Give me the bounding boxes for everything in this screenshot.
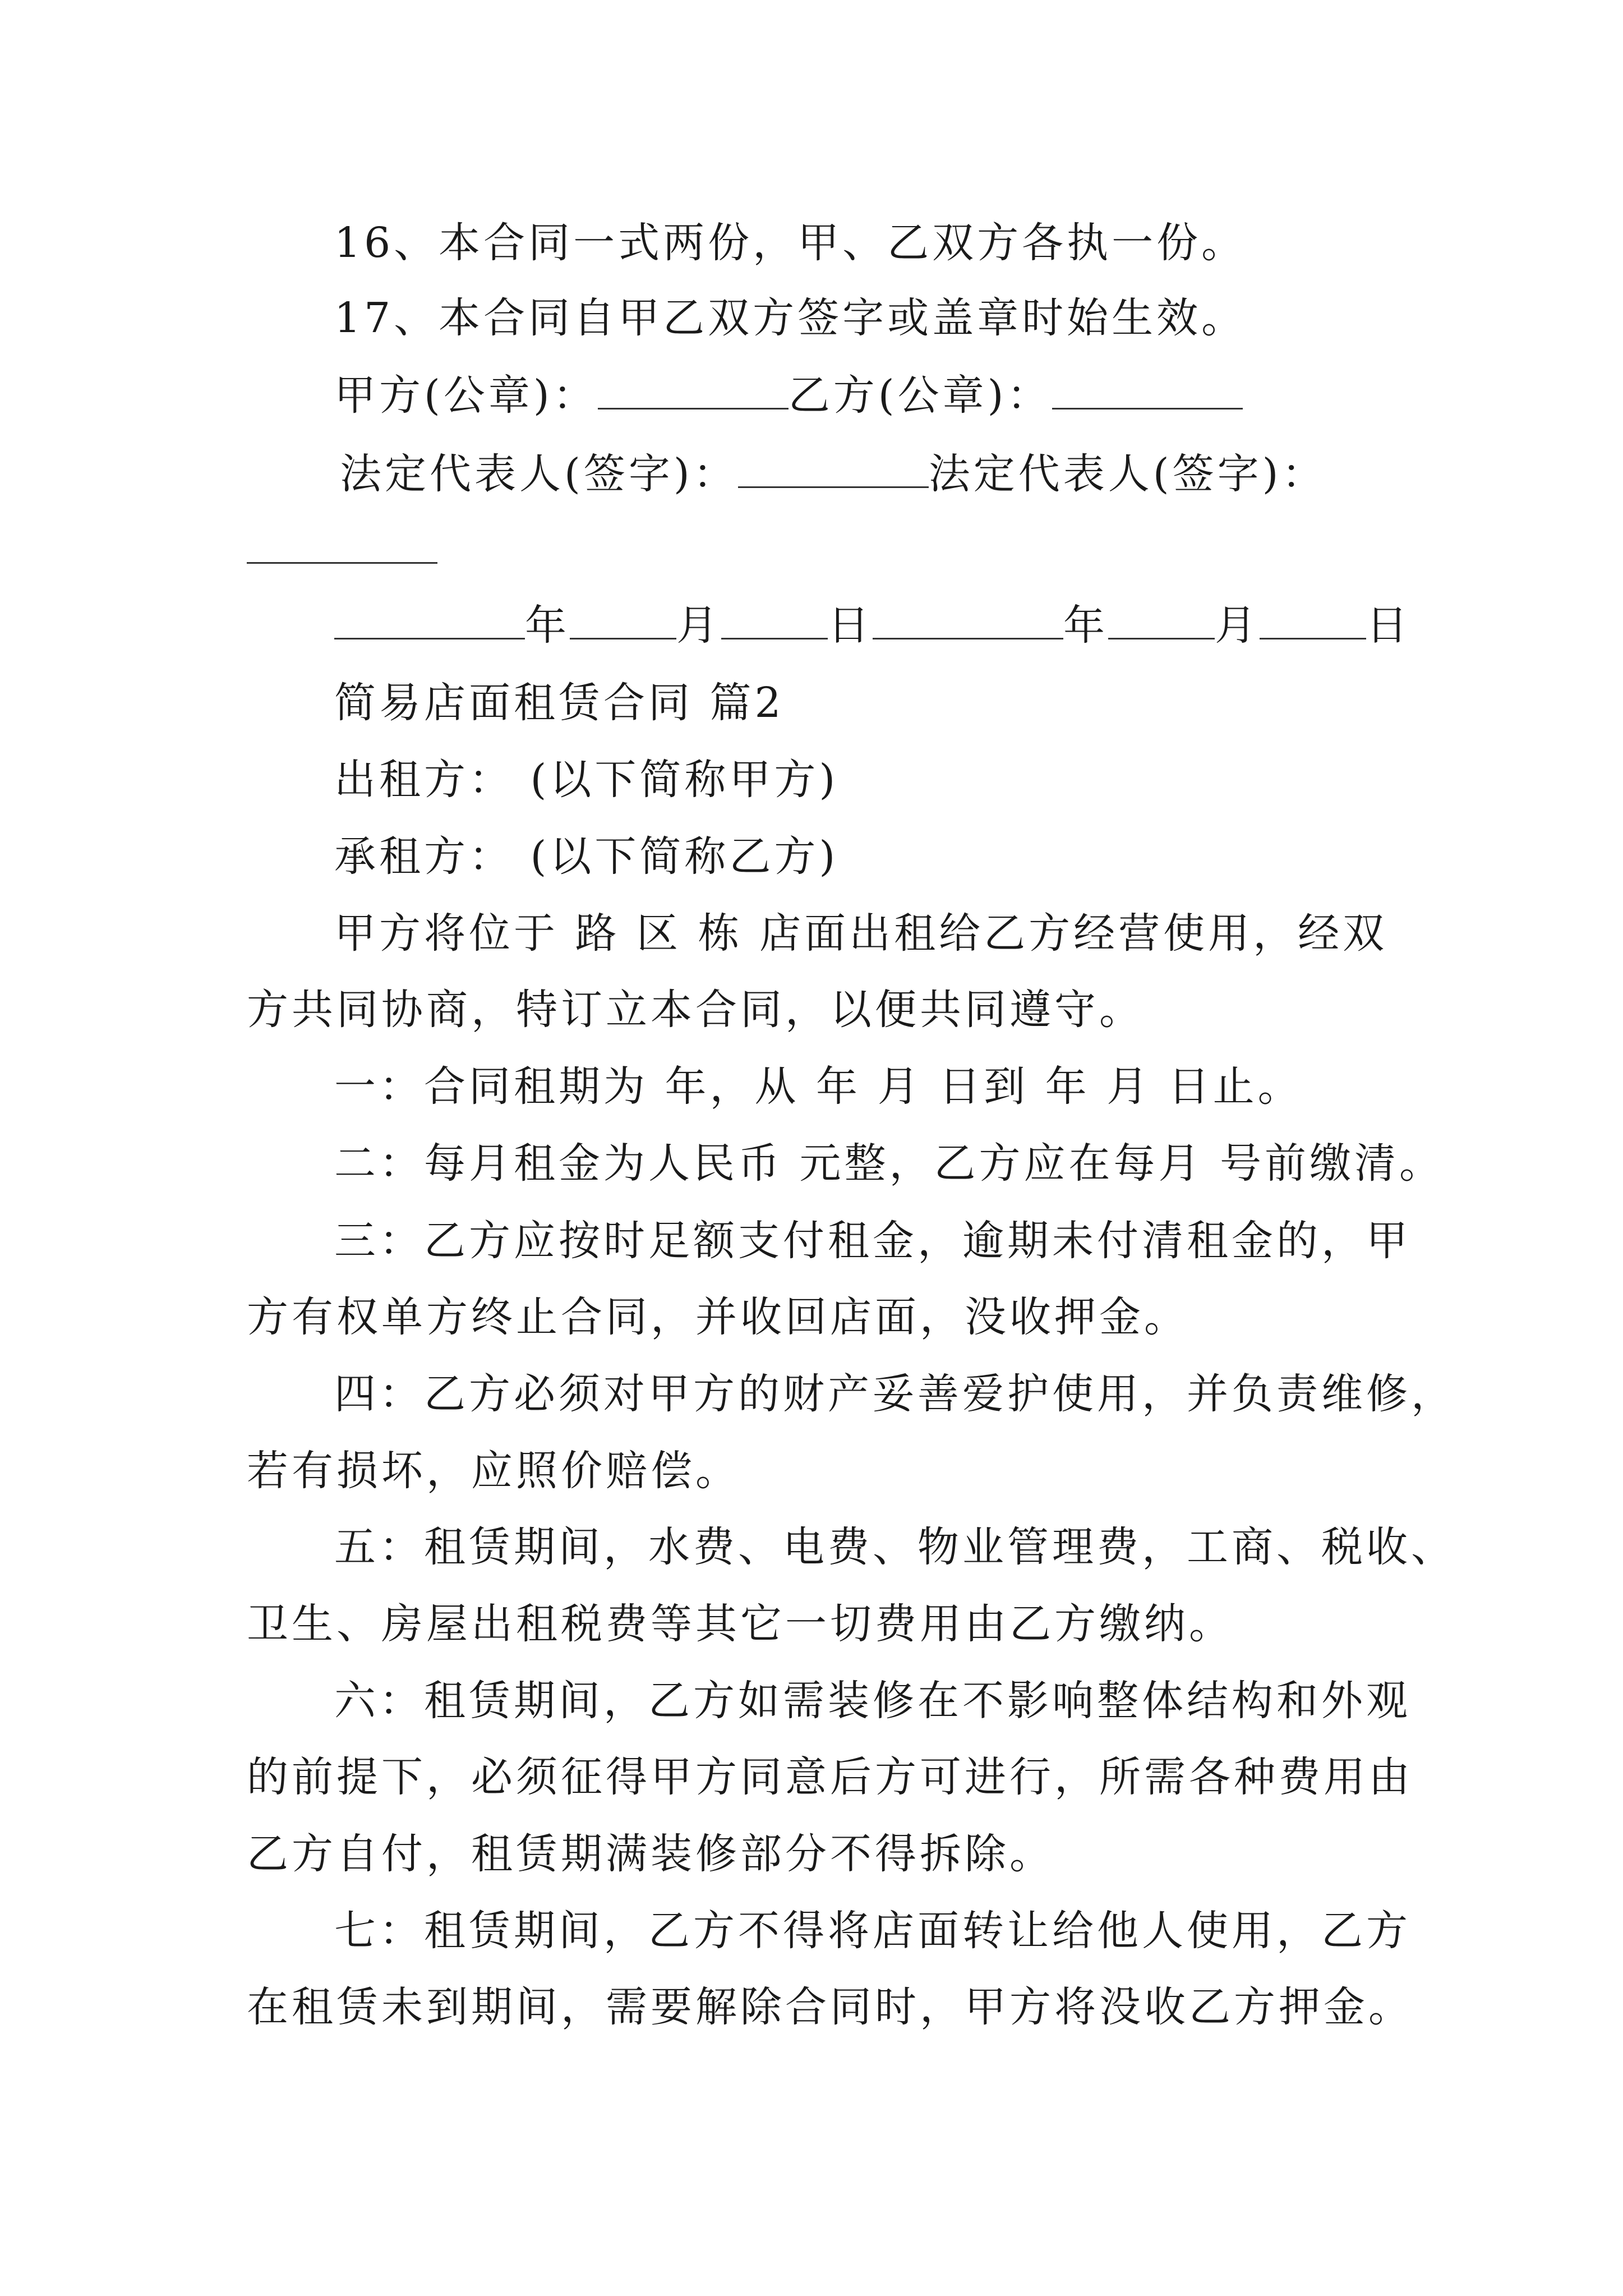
date-a-month-blank [570,597,676,639]
date-line [334,597,1411,654]
intro-line-2: 方共同协商，特订立本合同，以便共同遵守。 [247,986,1144,1034]
date-b-month-blank [1108,597,1215,639]
clause-4-line-1: 四：乙方必须对甲方的财产妥善爱护使用，并负责维修， [334,1370,1456,1418]
party-a-seal-blank [598,367,789,409]
party-b-seal-label: 乙方(公章)： [788,371,1052,420]
lessee-line: 承租方： (以下简称乙方) [334,832,839,881]
legal-rep-b-blank [247,522,437,564]
legal-rep-line [340,446,1327,502]
clause-7-line-2: 在租赁未到期间，需要解除合同时，甲方将没收乙方押金。 [247,1983,1413,2031]
date-a-year-blank [334,597,525,639]
clause-3-line-1: 三：乙方应按时足额支付租金，逾期未付清租金的，甲 [334,1217,1411,1265]
clause-4-line-2: 若有损坏，应照价赔偿。 [247,1447,740,1495]
date-a-year-label: 年 [525,601,570,650]
date-a-day-blank [721,597,828,639]
date-b-year-blank [873,597,1063,639]
party-a-seal-label: 甲方(公章)： [334,371,598,420]
clause-5-line-2: 卫生、房屋出租税费等其它一切费用由乙方缴纳。 [247,1600,1234,1648]
clause-6-line-2: 的前提下，必须征得甲方同意后方可进行，所需各种费用由 [247,1753,1413,1801]
contract2-title: 简易店面租赁合同 篇2 [334,679,785,727]
date-b-day-label: 日 [1366,601,1411,650]
legal-rep-a-blank [738,446,929,488]
legal-rep-b-label: 法定代表人(签字)： [928,450,1327,498]
clause-6-line-3: 乙方自付，租赁期满装修部分不得拆除。 [247,1830,1054,1878]
intro-line-1: 甲方将位于 路 区 栋 店面出租给乙方经营使用，经双 [334,909,1388,958]
clause-6-line-1: 六：租赁期间，乙方如需装修在不影响整体结构和外观 [334,1677,1411,1725]
clause-2: 二：每月租金为人民币 元整，乙方应在每月 号前缴清。 [334,1139,1445,1188]
clause-7-line-1: 七：租赁期间，乙方不得将店面转让给他人使用，乙方 [334,1907,1411,1955]
clause-5-line-1: 五：租赁期间，水费、电费、物业管理费，工商、税收、 [334,1523,1456,1571]
legal-rep-a-label: 法定代表人(签字)： [340,450,738,498]
lessor-line: 出租方： (以下简称甲方) [334,756,839,804]
legal-rep-b-blank-line [247,522,437,578]
party-b-seal-blank [1052,367,1243,409]
clause-1: 一：合同租期为 年，从 年 月 日到 年 月 日止。 [334,1062,1303,1111]
date-b-month-label: 月 [1215,601,1260,650]
date-a-day-label: 日 [828,601,873,650]
clause-16: 16、本合同一式两份，甲、乙双方各执一份。 [334,219,1247,267]
date-b-day-blank [1260,597,1366,639]
seal-line [334,367,1243,424]
date-a-month-label: 月 [676,601,721,650]
clause-17: 17、本合同自甲乙双方签字或盖章时始生效。 [334,294,1247,342]
clause-3-line-2: 方有权单方终止合同，并收回店面，没收押金。 [247,1293,1189,1341]
date-b-year-label: 年 [1063,601,1108,650]
